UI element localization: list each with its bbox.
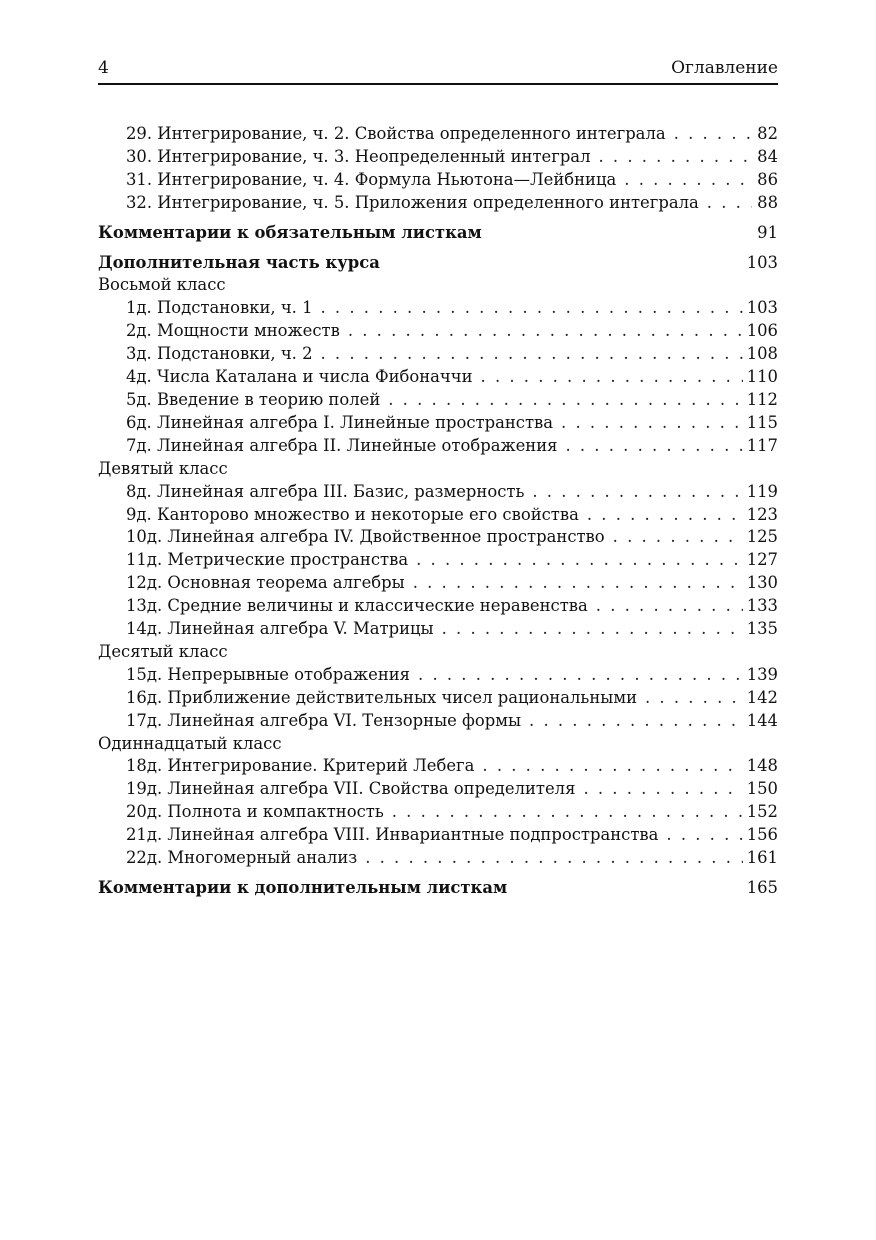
toc-group-heading: [98, 458, 778, 481]
toc-group-title: Одиннадцатый класс: [98, 733, 282, 753]
toc-entry-page: 117: [746, 435, 778, 455]
toc-entry-page: 139: [746, 664, 778, 684]
toc-entry-page: 161: [746, 848, 778, 868]
toc-entry-title: 12д. Основная теорема алгебры: [126, 573, 405, 593]
toc-entry[interactable]: [98, 435, 778, 458]
dot-leader: [388, 389, 742, 412]
toc-entry-page: 86: [757, 169, 778, 189]
toc-entry-page: 119: [746, 481, 778, 501]
dot-leader: [565, 435, 742, 458]
dot-leader: [666, 824, 742, 847]
toc-entry-title: 5д. Введение в теорию полей: [126, 389, 381, 409]
toc-entry-page: 156: [746, 825, 778, 845]
toc-entry[interactable]: [98, 320, 778, 343]
toc-entry-title: 7д. Линейная алгебра II. Линейные отображения: [126, 435, 558, 455]
dot-leader: [529, 710, 743, 733]
toc-entry-title: 31. Интегрирование, ч. 4. Формула Ньютона—Лейбница: [126, 169, 617, 189]
toc-part-title: Комментарии к обязательным листкам: [98, 222, 482, 242]
toc-group-title: Десятый класс: [98, 641, 228, 661]
toc-entry-page: 144: [746, 710, 778, 730]
toc-entry-page: 108: [746, 344, 778, 364]
toc-entry[interactable]: [98, 801, 778, 824]
toc-entry[interactable]: [98, 664, 778, 687]
toc-entry-page: 142: [746, 687, 778, 707]
toc-entry[interactable]: [98, 412, 778, 435]
dot-leader: [348, 320, 743, 343]
dot-leader: [481, 366, 743, 389]
toc-entry[interactable]: [98, 824, 778, 847]
toc-group-heading: [98, 641, 778, 664]
toc-part-page: 91: [757, 222, 778, 242]
toc-entry[interactable]: [98, 595, 778, 618]
toc-entry-page: 125: [746, 527, 778, 547]
dot-leader: [599, 146, 753, 169]
dot-leader: [613, 526, 743, 549]
dot-leader: [645, 687, 743, 710]
toc-entry-page: 106: [746, 321, 778, 341]
toc-entry[interactable]: [98, 343, 778, 366]
dot-leader: [442, 618, 743, 641]
toc-entry-page: 84: [757, 146, 778, 166]
toc-entry-page: 112: [746, 389, 778, 409]
toc-group-title: Девятый класс: [98, 458, 228, 478]
running-title: Оглавление: [671, 58, 778, 78]
toc-entry[interactable]: [98, 755, 778, 778]
toc-entry-title: 19д. Линейная алгебра VII. Свойства определителя: [126, 779, 576, 799]
toc-part-page: 103: [746, 252, 778, 272]
toc-entry[interactable]: [98, 549, 778, 572]
toc-entry-page: 103: [746, 298, 778, 318]
toc-entry-title: 16д. Приближение действительных чисел рациональными: [126, 687, 637, 707]
toc-entry-title: 30. Интегрирование, ч. 3. Неопределенный интеграл: [126, 146, 591, 166]
toc-entry-title: 11д. Метрические пространства: [126, 550, 409, 570]
table-of-contents: [98, 123, 778, 900]
toc-entry[interactable]: [98, 710, 778, 733]
toc-entry[interactable]: [98, 504, 778, 527]
toc-part-entry[interactable]: [98, 252, 778, 275]
toc-entry-title: 32. Интегрирование, ч. 5. Приложения определенного интеграла: [126, 192, 699, 212]
toc-entry-title: 10д. Линейная алгебра IV. Двойственное пространство: [126, 527, 605, 547]
toc-entry-page: 88: [757, 192, 778, 212]
toc-entry[interactable]: [98, 192, 778, 215]
toc-entry-page: 82: [757, 124, 778, 143]
toc-entry-title: 6д. Линейная алгебра I. Линейные пространства: [126, 412, 554, 432]
toc-entry-title: 3д. Подстановки, ч. 2: [126, 344, 313, 364]
toc-entry[interactable]: [98, 778, 778, 801]
toc-group-heading: [98, 733, 778, 756]
toc-entry[interactable]: [98, 572, 778, 595]
toc-entry[interactable]: [98, 618, 778, 641]
dot-leader: [321, 297, 743, 320]
toc-entry[interactable]: [98, 123, 778, 146]
toc-entry-title: 13д. Средние величины и классические неравенства: [126, 596, 588, 616]
dot-leader: [532, 481, 742, 504]
dot-leader: [365, 847, 743, 870]
toc-entry-title: 18д. Интегрирование. Критерий Лебега: [126, 756, 475, 776]
toc-entry-title: 29. Интегрирование, ч. 2. Свойства определенного интеграла: [126, 124, 666, 143]
toc-entry-title: 1д. Подстановки, ч. 1: [126, 298, 313, 318]
toc-entry-title: 9д. Канторово множество и некоторые его свойства: [126, 504, 579, 524]
toc-entry-page: 115: [746, 412, 778, 432]
toc-entry-title: 8д. Линейная алгебра III. Базис, размерность: [126, 481, 525, 501]
toc-group-title: Восьмой класс: [98, 275, 226, 295]
toc-entry-title: 15д. Непрерывные отображения: [126, 664, 411, 684]
dot-leader: [482, 755, 742, 778]
toc-part-page: 165: [746, 878, 778, 897]
dot-leader: [413, 572, 743, 595]
dot-leader: [624, 169, 752, 192]
toc-entry-title: 14д. Линейная алгебра V. Матрицы: [126, 619, 434, 639]
dot-leader: [416, 549, 743, 572]
dot-leader: [707, 192, 752, 215]
toc-entry-title: 2д. Мощности множеств: [126, 321, 340, 341]
toc-entry-page: 127: [746, 550, 778, 570]
toc-entry[interactable]: [98, 366, 778, 389]
toc-part-entry[interactable]: [98, 877, 778, 900]
dot-leader: [418, 664, 743, 687]
toc-entry[interactable]: [98, 297, 778, 320]
dot-leader: [561, 412, 743, 435]
toc-entry-page: 110: [746, 367, 778, 387]
toc-group-heading: [98, 274, 778, 297]
page-number: 4: [98, 58, 109, 78]
toc-entry[interactable]: [98, 146, 778, 169]
toc-entry-title: 21д. Линейная алгебра VIII. Инвариантные подпространства: [126, 825, 659, 845]
toc-entry-page: 133: [746, 596, 778, 616]
toc-entry[interactable]: [98, 481, 778, 504]
toc-part-entry[interactable]: [98, 222, 778, 245]
dot-leader: [392, 801, 743, 824]
dot-leader: [587, 504, 743, 527]
toc-entry-title: 22д. Многомерный анализ: [126, 848, 358, 868]
toc-entry[interactable]: [98, 687, 778, 710]
toc-entry-title: 17д. Линейная алгебра VI. Тензорные формы: [126, 710, 522, 730]
toc-part-title: Комментарии к дополнительным листкам: [98, 878, 508, 897]
dot-leader: [583, 778, 742, 801]
toc-entry-page: 148: [746, 756, 778, 776]
dot-leader: [674, 123, 752, 146]
toc-entry[interactable]: [98, 169, 778, 192]
toc-entry[interactable]: [98, 389, 778, 412]
toc-entry-page: 135: [746, 619, 778, 639]
toc-entry-page: 123: [746, 504, 778, 524]
toc-entry[interactable]: [98, 526, 778, 549]
toc-entry-page: 130: [746, 573, 778, 593]
toc-entry[interactable]: [98, 847, 778, 870]
toc-entry-page: 150: [746, 779, 778, 799]
toc-part-title: Дополнительная часть курса: [98, 252, 380, 272]
toc-entry-title: 20д. Полнота и компактность: [126, 802, 384, 822]
toc-entry-page: 152: [746, 802, 778, 822]
dot-leader: [596, 595, 743, 618]
toc-entry-title: 4д. Числа Каталана и числа Фибоначчи: [126, 367, 473, 387]
dot-leader: [321, 343, 743, 366]
running-header: [98, 55, 778, 85]
